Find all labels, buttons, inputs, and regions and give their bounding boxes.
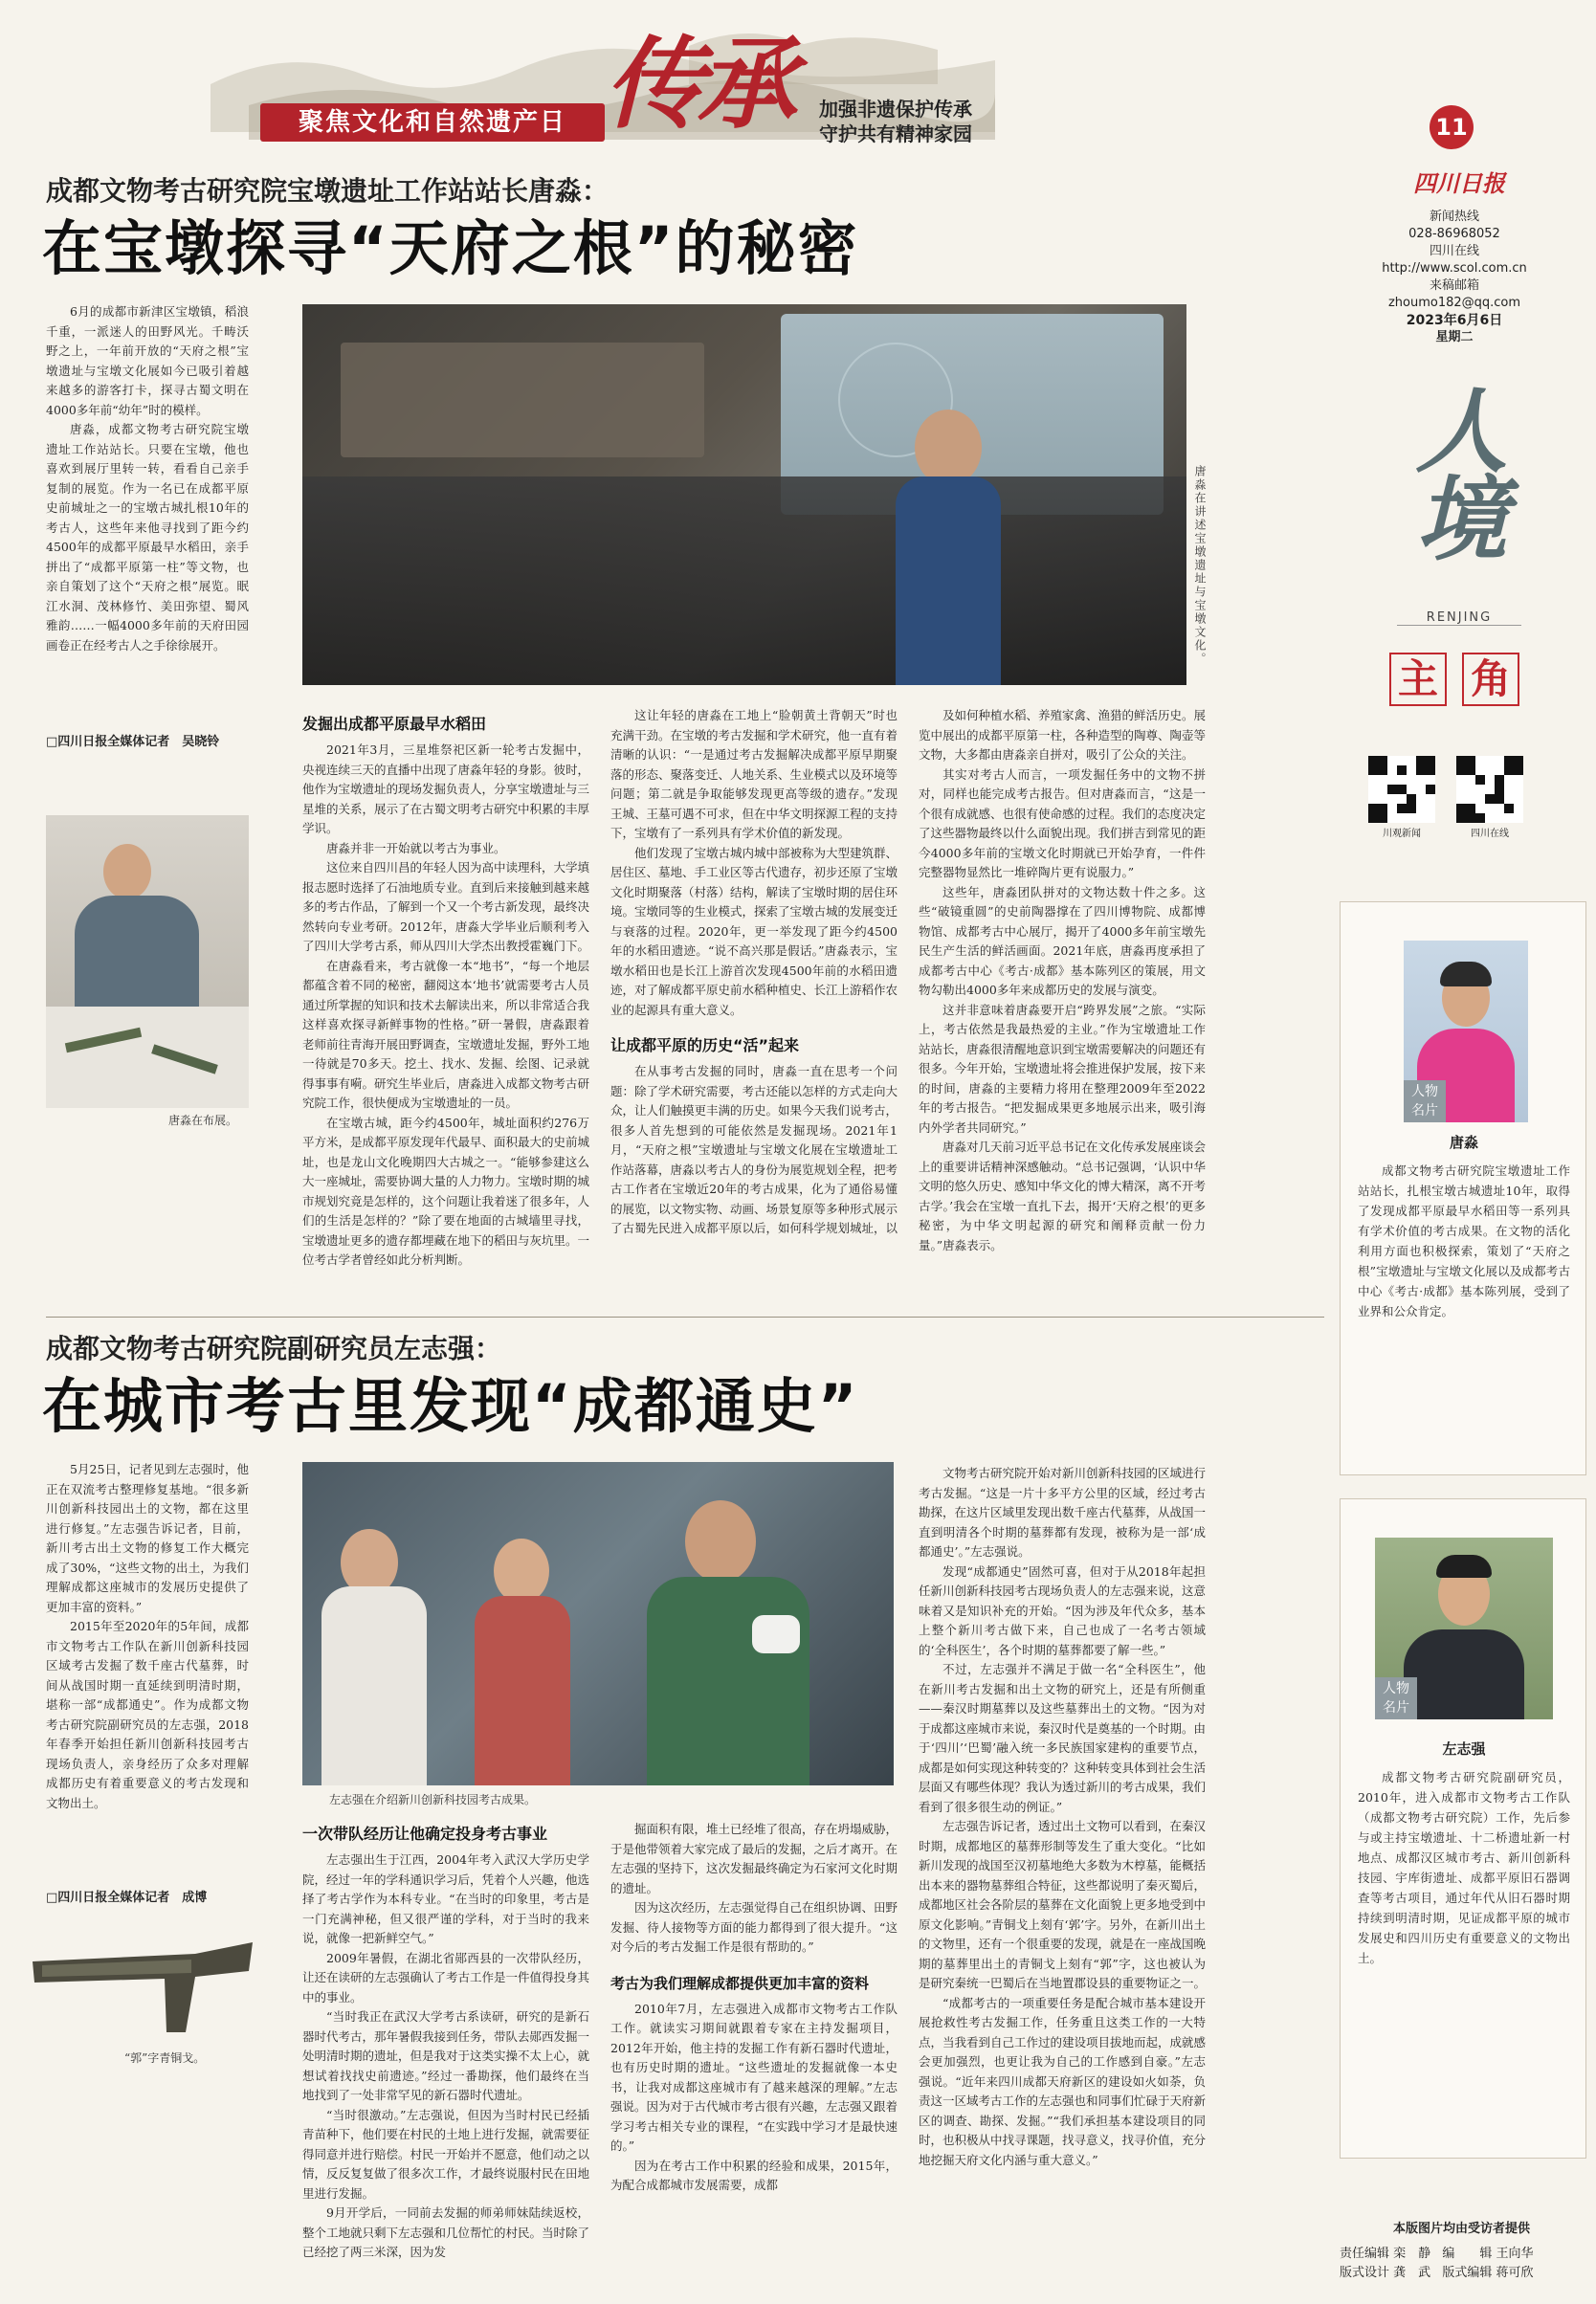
- section-title-text: 人境: [1401, 383, 1509, 559]
- article2-col-b: [610, 1820, 898, 2287]
- jiao-char: 角: [1470, 655, 1511, 702]
- subheading: 一次带队经历让他确定投身考古事业: [302, 1825, 548, 1843]
- body-paragraph: “当时很激动。”左志强说，但因为当时村民已经插青苗种下，他们要在村民的土地上进行发掘，就需要征得同意并进行赔偿。村民一开始并不愿意，他们动之以情，反反复复做了很多次工作，才最终说服村民在田地里进行发掘。: [302, 2107, 589, 2201]
- profile-card-2: [1340, 1498, 1586, 2159]
- intro-paragraph: 5月25日，记者见到左志强时，他正在双流考古整理修复基地。“很多新川创新科技园出土的文物，都在这里进行修复。”左志强告诉记者，目前，新川考古出土文物的修复工作大概完成了30%，“这些文物的出土，为我们理解成都这座城市的发展历史提供了更加丰富的资料。”: [46, 1462, 249, 1614]
- bronze-dagger-axe-image: [23, 1933, 262, 2048]
- profile-bio: 成都文物考古研究院宝墩遗址工作站站长，扎根宝墩古城遗址10年，取得了发现成都平原最早水稻田等一系列具有学术价值的考古成果。在文物的活化利用方面也积极探索，策划了“天府之根”宝墩遗址与宝墩文化展以及成都考古中心《考古·成都》基本陈列展，受到了业界和公众肯定。: [1358, 1163, 1570, 1318]
- intro-paragraph: 唐淼，成都文物考古研究院宝墩遗址工作站站长。只要在宝墩，他也喜欢到展厅里转一转，看看自己亲手复制的展览。作为一名已在成都平原史前城址之一的宝墩古城扎根10年的考古人，这些年来他寻找到了距今约4500年的成都平原最早水稻田，亲手拼出了“成都平原第一柱”等文物，也亲自策划了这个“天府之根”展览。眠江水洞、茂林修竹、美田弥望、蜀风雅韵……一幅4000多年前的天府田园画卷正在经考古人之手徐徐展开。: [46, 422, 249, 653]
- body-paragraph: 这位来自四川昌的年轻人因为高中读理科，大学填报志愿时选择了石油地质专业。直到后来接触到越来越多的考古作品，了解到一个又一个考古新发现，最终决然转向专业考研。2012年，唐淼大学毕业后顺利考入了四川大学考古系，师从四川大学杰出教授霍巍门下。: [302, 860, 589, 953]
- profile-badge: 人物名片: [1375, 1677, 1417, 1719]
- body-paragraph: 左志强出生于江西，2004年考入武汉大学历史学院，经过一年的学科通识学习后，凭着个人兴趣，他选择了考古学作为本科专业。“在当时的印象里，考古是一门充满神秘，但又很严谨的学科，对于当时的我来说，就像一把新鲜空气。”: [302, 1852, 589, 1945]
- jiao-badge: [1462, 653, 1519, 706]
- body-paragraph: 因为在考古工作中积累的经验和成果，2015年，为配合成都城市发展需要，成都: [610, 2158, 898, 2192]
- article1-kicker: 成都文物考古研究院宝墩遗址工作站站长唐淼：: [46, 175, 610, 207]
- qr1-label: 川观新闻: [1383, 829, 1421, 839]
- article1-photo-caption: 唐淼在讲述宝墩遗址与宝墩文化。: [1193, 465, 1207, 666]
- article1-col-a: [302, 706, 589, 1311]
- staff-credits: [1340, 2245, 1588, 2283]
- zhu-char: 主: [1397, 655, 1438, 702]
- article1-intro: [46, 302, 249, 723]
- body-paragraph: 在从事考古发掘的同时，唐淼一直在思考一个问题：除了学术研究需要，考古还能以怎样的方式走向大众，让人们触摸更丰满的历史。如果今天我们说考古，很多人首先想到的可能依然是发掘现场。2021年1月，“天府之根”宝墩遗址与宝墩文化展在宝墩遗址工作站落幕，唐淼以考古人的身份为展览规划全程，把考古工作者在宝墩近20年的考古成果，化为了通俗易懂的展览，以文物实物、动画、场景复原等多种形式展示了古蜀先民进入成都平原以后，如何科学规划城址，以: [610, 1064, 898, 1235]
- article2-byline: □四川日报全媒体记者 成博: [46, 1891, 208, 1905]
- body-paragraph: 2009年暑假，在湖北省郧西县的一次带队经历，让还在读研的左志强确认了考古工作是一件值得投身其中的事业。: [302, 1950, 589, 2005]
- body-paragraph: 因为这次经历，左志强觉得自己在组织协调、田野发掘、待人接物等方面的能力都得到了很大提升。“这对今后的考古发掘工作是很有帮助的。”: [610, 1900, 898, 1954]
- body-paragraph: 不过，左志强并不满足于做一名“全科医生”，他在新川考古发掘和出土文物的研究上，还是有所侧重——秦汉时期墓葬以及这些墓葬出土的文物。“因为对于成都这座城市来说，秦汉时代是奠基的一个时期。由于‘四川’‘巴蜀’融入统一多民族国家建构的重要节点，成都是如何实现这种转变的？这种转变具体到社会生活层面又有哪些体现？我认为透过新川的考古成果，我们看到了很多很生动的例证。”: [919, 1662, 1206, 1814]
- profile-badge: 人物名片: [1404, 1080, 1446, 1122]
- body-paragraph: 其实对考古人而言，一项发掘任务中的文物不拼对，同样也能完成考古报告。但对唐淼而言，“这是一个很有成就感、也很有使命感的过程。我们的态度决定了这些器物最终以什么面貌出现。我们拼吉到常见的距今4000多年前的宝墩文化时期就已开始孕育，一件件完整器物显然比一堆碎陶片更有说服力。”: [919, 766, 1206, 879]
- article1-main-photo: [302, 304, 1186, 685]
- article2-kicker: 成都文物考古研究院副研究员左志强：: [46, 1333, 502, 1364]
- qr-code-icon[interactable]: [1368, 756, 1435, 823]
- body-paragraph: 发现“成都通史”固然可喜，但对于从2018年起担任新川创新科技园考古现场负责人的左志强来说，这意味着又是知识补充的开始。“因为涉及年代众多，基本上整个新川考古做下来，自己也成了一名考古领域的‘全科医生’，各个时期的墓葬都要了解一些。”: [919, 1563, 1206, 1657]
- body-paragraph: 及如何种植水稻、养殖家禽、渔猎的鲜活历史。展览中展出的成都平原第一柱，各种造型的陶尊、陶壶等文物，大多都由唐淼亲自拼对，吸引了公众的关注。: [919, 708, 1206, 762]
- profile-bio: 成都文物考古研究院副研究员，2010年，进入成都市文物考古工作队（成都文物考古研究院）工作，先后参与或主持宝墩遗址、十二桥遗址新一村地点、成都汉区城市考古、新川创新科技园、宇库街遗址、成都平原旧石器调查等考古项目，通过年代从旧石器时期持续到明清时期，见证成都平原的城市发展史和四川历史有重要意义的文物出土。: [1358, 1770, 1570, 1965]
- designer: 龚 武: [1393, 2266, 1431, 2280]
- hotline: 028-86968052: [1408, 227, 1500, 241]
- body-paragraph: “成都考古的一项重要任务是配合城市基本建设开展抢救性考古发掘工作，任务重且这类工作的一大特点，当我看到自己工作过的建设项目拔地而起，成就感会更加强烈，也更让我为自己的工作感到自豪。”左志强说。“近年来四川成都天府新区的建设如火如荼，负责这一区域考古工作的左志强也和同事们忙碌于天府新区的调查、勘探、发掘。”“我们承担基本建设项目的同时，也积极从中找寻课题，找寻意义，找寻价值，充分地挖掘天府文化内涵与重大意义。”: [919, 1995, 1206, 2167]
- zhu-badge: [1389, 653, 1447, 706]
- body-paragraph: 2010年7月，左志强进入成都市文物考古工作队工作。就读实习期间就跟着专家在主持发掘项目，2012年开始，他主持的发掘工作有新石器时代遗址，也有历史时期的遗址。“这些遗址的发掘就像一本史书，让我对成都这座城市有了越来越深的理解。”左志强说。因为对于古代城市考古很有兴趣，左志强又跟着学习考古相关专业的课程，“在实践中学习才是最快速的。”: [610, 2001, 898, 2153]
- article1-side-photo: [46, 815, 249, 1108]
- credit-row: [1340, 2264, 1588, 2283]
- article2-col-a: [302, 1816, 589, 2287]
- body-paragraph: 9月开学后，一同前去发掘的师弟师妹陆续返校，整个工地就只剩下左志强和几位帮忙的村民。当时除了已经挖了两三米深，因为发: [302, 2205, 589, 2259]
- body-paragraph: “当时我正在武汉大学考古系读研，研究的是新石器时代考古，那年暑假我接到任务，带队去郧西发掘一处明清时期的遗址，但是我对于这类实操不太上心，就想试着找找史前遗迹。”经过一番勘探，他们最终在当地找到了一处非常罕见的新石器时代遗址。: [302, 2009, 589, 2102]
- layout-editor-label: 版式编辑: [1442, 2266, 1493, 2280]
- body-paragraph: 在唐淼看来，考古就像一本“地书”，“每一个地层都蕴含着不同的秘密，翻阅这本‘地书’就需要考古人员通过所掌握的知识和技术去解读出来，所以非常适合我这样喜欢探寻新鲜事物的性格。”研一暑假，唐淼跟着老师前往青海开展田野调查，宝墩遗址发掘，野外工地一待就是70多天。挖土、找水、发掘、绘图、记录就得事事有嗬。研究生毕业后，唐淼进入成都文物考古研究院工作，很快便成为宝墩遗址的一员。: [302, 958, 589, 1110]
- article1-col-c: [919, 706, 1206, 1311]
- body-paragraph: 这并非意味着唐淼要开启“跨界发展”之旅。“实际上，考古依然是我最热爱的主业。”作为宝墩遗址工作站站长，唐淼很清醒地意识到宝墩需要解决的问题还有很多。今年开始，宝墩遗址将会推进保护发展，按下来的时间，唐淼的主要精力将用在整理2009年至2022年的考古报告。“把发掘成果更多地展示出来，吸引海内外学者共同研究。”: [919, 1002, 1206, 1135]
- brand-calligraphy: 传承: [605, 25, 789, 143]
- section-divider: [46, 1317, 1324, 1318]
- zhujiao-badges: [1389, 653, 1533, 710]
- article2-headline: 在城市考古里发现“成都通史”: [42, 1371, 859, 1441]
- artifact-caption: “郭”字青铜戈。: [124, 2051, 206, 2065]
- paper-name: 四川日报: [1413, 169, 1505, 197]
- article2-col-c: [919, 1464, 1206, 2287]
- article1-byline: □四川日报全媒体记者 吴晓铃: [46, 735, 220, 749]
- section-title: [1378, 383, 1541, 670]
- body-paragraph: 文物考古研究院开始对新川创新科技园的区域进行考古发掘。“这是一片十多平方公里的区域，经过考古勘探，在这片区域里发现出数千座古代墓葬，从战国一直到明清各个时期的墓葬都有发现，被称为是一部‘成都通史’。”左志强说。: [919, 1466, 1206, 1559]
- qr-code-icon[interactable]: [1456, 756, 1523, 823]
- online-label: 四川在线: [1429, 244, 1479, 258]
- article1-col-b: [610, 706, 898, 1311]
- section-pinyin: RENJING: [1397, 610, 1521, 626]
- article2-intro: [46, 1460, 249, 1891]
- body-paragraph: 他们发现了宝墩古城内城中部被称为大型建筑群、居住区、墓地、手工业区等古代遗存，初步还原了宝墩文化时期聚落（村落）结构，解读了宝墩时期的居住环境。宝墩同等的生业模式，探索了宝墩古城的发展变迁与衰落的过程。2020年，更一举发现了距今约4500年的水稻田遗迹。“说不高兴那是假话。”唐淼表示，宝墩水稻田也是长江上游首次发现4500年前的水稻田遗迹，对了解成都平原史前水稻种植史、长江上游稻作农业的起源具有重大意义。: [610, 845, 898, 1017]
- profile-name: 左志强: [1442, 1740, 1486, 1758]
- body-paragraph: 唐淼对几天前习近平总书记在文化传承发展座谈会上的重要讲话精神深感触动。“总书记强调，‘认识中华文明的悠久历史、感知中华文化的博大精深，离不开考古学。’我会在宝墩一直扎下去，揭开‘天府之根’的更多秘密，为中华文明起源的研究和阐释贡献一份力量。”唐淼表示。: [919, 1140, 1206, 1252]
- article1-side-photo-caption: 唐淼在布展。: [168, 1114, 238, 1127]
- article1-headline: 在宝墩探寻“天府之根”的秘密: [42, 213, 859, 283]
- body-paragraph: 掘面积有限，堆土已经堆了很高，存在坍塌威胁，于是他带领着大家完成了最后的发掘，之后才离开。在左志强的坚持下，这次发掘最终确定为石家河文化时期的遗址。: [610, 1822, 898, 1895]
- sidebar: [1340, 96, 1588, 2296]
- editor: 栾 静: [1393, 2247, 1431, 2261]
- copyeditor: 王向华: [1496, 2247, 1534, 2261]
- subheading: 发掘出成都平原最早水稻田: [302, 715, 487, 733]
- qr-block: [1368, 756, 1560, 842]
- body-paragraph: 这些年，唐淼团队拼对的文物达数十件之多。这些“破镜重圆”的史前陶器撑在了四川博物院、成都博物馆、成都考古中心展厅，揭开了4000多年前宝墩先民生产生活的鲜活画面。2021年底，唐淼再度承担了成都考古中心《考古·成都》基本陈列区的策展，用文物勾勒出4000多年来成都历史的发展与演变。: [919, 884, 1206, 997]
- qr2-label: 四川在线: [1471, 829, 1509, 839]
- page-number: 11: [1435, 114, 1468, 141]
- body-paragraph: 在宝墩古城，距今约4500年，城址面积约276万平方米，是成都平原发现年代最早、面积最大的史前城址，也是龙山文化晚期四大古城之一。“能够参建这么大一座城址，需要协调大量的人力物力。宝墩时期的城市规划究竟是怎样的，这个问题让我着迷了很多年，人们的生活是怎样的？”除了要在地面的古城墙里寻找，宝墩遗址更多的遗存都埋藏在地下的稻田与灰坑里。一位考古学者曾经如此分析判断。: [302, 1115, 589, 1267]
- credit-row: [1340, 2245, 1588, 2264]
- body-paragraph: 左志强告诉记者，透过出土文物可以看到，在秦汉时期，成都地区的墓葬形制等发生了重大变化。“比如新川发现的战国至汉初墓地绝大多数为木椁墓，能概括出本来的器物墓葬组合特征，这些都说明了秦灭蜀后，成都地区社会各阶层的墓葬在文化面貌上更多地受到中原文化影响。”青铜戈上刻有‘郭’字。另外，在新川出土的文物里，还有一个很重要的发现，就是在一座战国晚期的墓葬里出土的青铜戈上刻有“郭”字，这也被认为是研究秦统一巴蜀后在当地置郡设县的重要物证之一。: [919, 1819, 1206, 1990]
- slogan-line2: 守护共有精神家园: [819, 122, 972, 145]
- article2-photo-caption: 左志强在介绍新川创新科技园考古成果。: [329, 1793, 537, 1806]
- article2-main-photo: [302, 1462, 894, 1785]
- banner-label: 聚焦文化和自然遗产日: [260, 103, 605, 142]
- photo-credit: 本版图片均由受访者提供: [1393, 2222, 1531, 2236]
- slogan-line1: 加强非遗保护传承: [819, 98, 972, 121]
- subheading: 让成都平原的历史“活”起来: [610, 1036, 800, 1054]
- editor-label: 责任编辑: [1340, 2247, 1390, 2261]
- copyeditor-label: 编 辑: [1442, 2247, 1493, 2261]
- body-paragraph: 这让年轻的唐淼在工地上“脸朝黄土背朝天”时也充满干劲。在宝墩的考古发掘和学术研究，他一直有着清晰的认识：“一是通过考古发掘解决成都平原早期聚落的形态、聚落变迁、人地关系、生业模式以及环境等问题；第二就是争取能够发现更高等级的遗存。”发现王城、王墓可遇不可求，但在中华文明探源工程的支持下，宝墩有了一系列具有学术价值的新发现。: [610, 708, 898, 840]
- date: 2023年6月6日: [1406, 313, 1503, 328]
- website: http://www.scol.com.cn: [1382, 261, 1527, 276]
- profile-name: 唐淼: [1449, 1134, 1478, 1151]
- hotline-label: 新闻热线: [1429, 210, 1479, 224]
- contact-block: [1359, 209, 1550, 346]
- intro-paragraph: 2015年至2020年的5年间，成都市文物考古工作队在新川创新科技园区域考古发掘了数千座古代墓葬，时间从战国时期一直延续到明清时期，堪称一部“成都通史”。作为成都文物考古研究院副研究员的左志强，2018年春季开始担任新川创新科技园考古现场负责人，亲身经历了众多对理解成都历史有着重要意义的考古发现和文物出土。: [46, 1619, 249, 1810]
- email-label: 来稿邮箱: [1429, 278, 1479, 293]
- page-number-badge: [1430, 105, 1474, 149]
- designer-label: 版式设计: [1340, 2266, 1390, 2280]
- body-paragraph: 唐淼并非一开始就以考古为事业。: [326, 840, 506, 855]
- subheading: 考古为我们理解成都提供更加丰富的资料: [610, 1974, 870, 1992]
- profile-card-1: [1340, 901, 1586, 1475]
- body-paragraph: 2021年3月，三星堆祭祀区新一轮考古发掘中，央视连续三天的直播中出现了唐淼年轻的身影。彼时，他作为宝墩遗址的现场发掘负责人，分享宝墩遗址与三星堆的关系，展示了在古蜀文明考古研究中积累的丰厚学识。: [302, 742, 589, 835]
- layout-editor: 蒋可欣: [1496, 2266, 1534, 2280]
- intro-paragraph: 6月的成都市新津区宝墩镇，稻浪千重，一派迷人的田野风光。千畴沃野之上，一年前开放的“天府之根”宝墩遗址与宝墩文化展如今已吸引着越来越多的游客打卡，探寻古蜀文明在4000多年前“幼年”时的模样。: [46, 304, 249, 417]
- weekday: 星期二: [1435, 330, 1474, 344]
- email: zhoumo182@qq.com: [1387, 296, 1521, 310]
